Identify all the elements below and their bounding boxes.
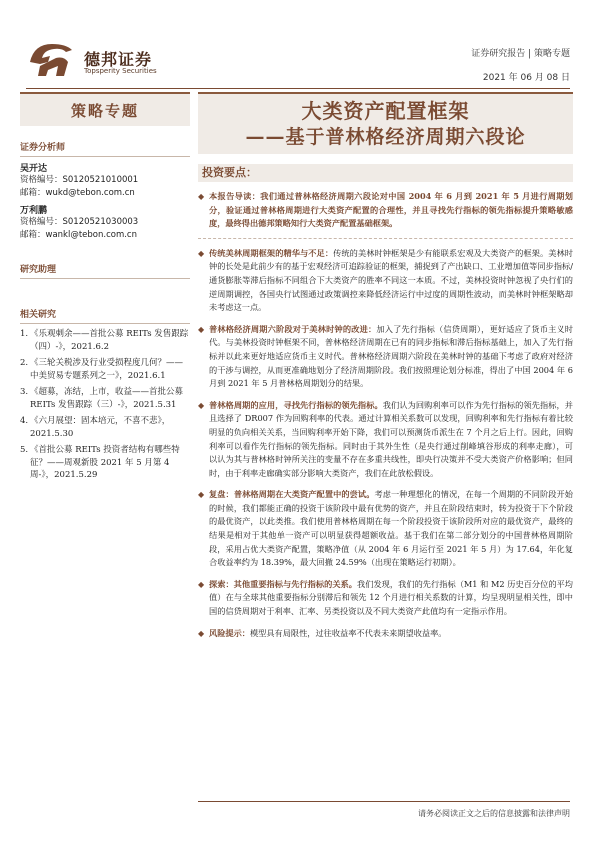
- point-text: 我们发现，我们的先行指标（M1 和 M2 历史百分位的平均值）在与全球其他重要指标分别滞后和领先 12 个月进行相关系数的计算，均呈现明显相关性，即中国的信贷周期对于利率、汇率、另类投资以及不同大类资产此值均有一定指示作用。: [209, 578, 573, 617]
- report-type: 证券研究报告 | 策略专题: [471, 49, 570, 59]
- point-lead: 本报告导读：我们通过普林格经济周期六段论对中国 2004 年 6 月到 2021 年 5 月进行周期划分，验证通过普林格周期进行大类资产配置的合理性，并且寻找先行指标的领先指标提升策略敏感度，最终得出德邦策略知行大类资产配置基础框架。: [209, 191, 573, 229]
- report-title: 大类资产配置框架: [301, 99, 470, 123]
- page-header: [0, 0, 596, 100]
- divider: [20, 156, 190, 157]
- list-item-text: 《乐观刺余——首批公募 REITs 发售跟踪（四）-》，2021.6.2: [30, 329, 189, 352]
- list-item-number: 5.: [20, 445, 29, 455]
- diamond-bullet-icon: ◆: [198, 248, 205, 258]
- point-text: 我们认为回购利率可以作为先行指标的领先指标，并且选择了 DR007 作为回购利率的代表。通过计算相关系数可以发现，回购利率和先行指标有着比较明显的负向相关关系，当回购利率开始下降，我们可以预测货币派生在 7 个月之后上行。因此，回购利率可以看作先行指标的领先指标。同时由于其外生性（是央行通过削峰填谷形成的利率走廊），可以认为其与普林格时钟所关注的变量不存在多重共线性，即央行决策并不受大类资产价格影响；但同时，由于利率走廊确实部分影响大类资产，我们在此放松假设。: [209, 399, 573, 478]
- analyst-email[interactable]: 邮箱：wukd@tebon.com.cn: [20, 188, 135, 198]
- point-text: 加入了先行指标（信贷周期），更好适应了货币主义时代。与美林投资时钟框架不同，普林格经济周期在已有的同步指标和滞后指标基础上，加入了先行指标并以此来更好地适应货币主义时代。普林格经济周期六阶段在美林时钟的基础下考虑了政府对经济的干涉与调控，从而更准确地划分了经济周期阶段。我们按照理论划分标准，得出了中国 2004 年 6 月到 2021 年 5 月普林格周期划分的结果。: [209, 323, 573, 389]
- list-item-number: 4.: [20, 416, 29, 426]
- diamond-bullet-icon: ◆: [198, 628, 205, 638]
- brand-name: 德邦证券: [84, 50, 153, 69]
- footer-divider: [198, 801, 570, 802]
- list-item[interactable]: [20, 444, 190, 482]
- divider: [20, 323, 190, 324]
- list-item-number: 2.: [20, 358, 29, 368]
- point-item: [198, 578, 573, 619]
- point-text: 传统的美林时钟框架是少有能联系宏观及大类资产的框架。美林时钟的长处是此前少有的基于宏观经济可追踪验证的框架，捕捉到了产出缺口、工业增加值等同步指标/通货膨胀等滞后指标不同组合下大类资产的胜率不同这一本质。不过，美林投资时钟忽视了央行们的逆周期调控，各国央行试图通过政策调控来降低经济运行中过度的周期性波动，而美林时钟框架略却未考虑这一点。: [209, 247, 573, 313]
- diamond-bullet-icon: ◆: [198, 490, 205, 500]
- diamond-bullet-icon: ◆: [198, 324, 205, 334]
- report-subtitle: ——基于普林格经济周期六段论: [245, 126, 526, 148]
- diamond-bullet-icon: ◆: [198, 400, 205, 410]
- analyst-name: 吴开达: [20, 164, 48, 174]
- related-research-heading: 相关研究: [20, 310, 57, 320]
- left-sidebar: [20, 92, 190, 486]
- point-item: [198, 627, 573, 641]
- report-category-tag: 策略专题: [20, 92, 190, 126]
- diamond-bullet-icon: ◆: [198, 192, 205, 201]
- point-lead: 普林格周期的应用，寻找先行指标的领先指标。: [209, 399, 383, 410]
- list-item[interactable]: [20, 386, 190, 411]
- point-item: [198, 399, 573, 481]
- list-item-number: 3.: [20, 387, 29, 397]
- point-lead: 风险提示：: [209, 627, 250, 638]
- list-item-text: 《六月展望：固本培元，不喜不悲》，2021.5.30: [30, 416, 171, 439]
- report-date: 2021 年 06 月 08 日: [482, 73, 570, 83]
- analyst-name: 万利鹏: [20, 206, 48, 216]
- report-title-box: [198, 92, 573, 154]
- list-item-text: 《首批公募 REITs 投资者结构有哪些特征？——周观新股 2021 年 5 月第 4 周-》，2021.5.29: [30, 445, 180, 480]
- assistant-heading: 研究助理: [20, 265, 57, 275]
- analyst-email[interactable]: 邮箱：wankl@tebon.com.cn: [20, 230, 137, 240]
- analyst-cert: 资格编号：S0120521030003: [20, 217, 139, 227]
- list-item[interactable]: [20, 415, 190, 440]
- divider: [198, 238, 573, 239]
- analyst-block: [20, 203, 190, 242]
- analyst-cert: 资格编号：S0120521010001: [20, 175, 139, 185]
- brand-name-en: Topsperity Securities: [84, 67, 157, 75]
- footer-disclaimer: 请务必阅读正文之后的信息披露和法律声明: [418, 809, 570, 818]
- list-item-number: 1.: [20, 329, 29, 339]
- list-item[interactable]: [20, 328, 190, 353]
- divider: [20, 278, 190, 279]
- point-item: [198, 247, 573, 315]
- header-divider: [26, 88, 570, 89]
- point-lead: 普林格经济周期六阶段对于美林时钟的改进：: [209, 323, 377, 334]
- related-research-list: [20, 328, 190, 482]
- analyst-heading: 证券分析师: [20, 143, 66, 153]
- list-item-text: 《超募，冻结，上市，收益——首批公募 REITs 发售跟踪（三）-》，2021.5.31: [30, 387, 184, 410]
- point-text: 考虑一种理想化的情况，在每一个周期的不同阶段开始的时候，我们都能正确的投资于该阶段中最有优势的资产，并且在阶段结束时，转为投资于下个阶段的最优资产，以此类推。我们使用普林格周期在每一个阶段投资于该阶段所对应的最优资产，最终的结果是相对于其他单一资产可以明显获得超额收益。基于我们在第二部分划分的中国普林格周期阶段，采用占优大类资产配置，策略净值（从 2004 年 6 月运行至 2021 年 5 月）为 17.64，年化复合收益率约为 18.39%，最大回撤 24.59%（出现在策略运行初期）。: [209, 489, 573, 568]
- point-item: [198, 190, 573, 231]
- investment-points-heading: 投资要点：: [198, 164, 573, 182]
- list-item[interactable]: [20, 357, 190, 382]
- point-lead: 复盘：普林格周期在大类资产配置中的尝试。: [209, 489, 375, 500]
- main-content: [198, 92, 573, 640]
- point-lead: 传统美林周期框架的精华与不足：: [209, 247, 334, 258]
- point-item: [198, 488, 573, 570]
- point-text: 模型具有局限性，过往收益率不代表未来期望收益率。: [249, 627, 447, 638]
- diamond-bullet-icon: ◆: [198, 579, 205, 589]
- analyst-block: [20, 161, 190, 200]
- brand-logo-icon: [26, 40, 76, 80]
- point-lead: 探索：其他重要指标与先行指标的关系。: [209, 578, 358, 589]
- point-item: [198, 323, 573, 391]
- list-item-text: 《三轮关税涉及行业受损程度几何？——中美贸易专题系列之一》，2021.6.1: [30, 358, 184, 381]
